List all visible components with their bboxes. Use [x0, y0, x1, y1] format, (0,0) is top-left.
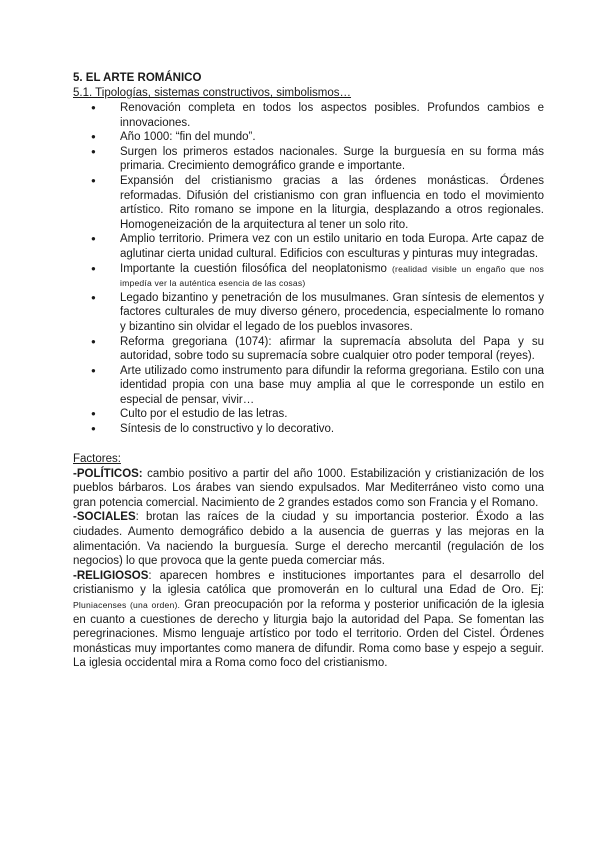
section-title: 5. EL ARTE ROMÁNICO [73, 72, 202, 84]
list-item: ● Surgen los primeros estados nacionales. Surge la burguesía en su forma más primaria. Crecimiento demográfico grande e importante. [120, 145, 544, 174]
list-item: ● Síntesis de lo constructivo y lo decorativo. [120, 422, 544, 437]
list-item-neoplatonismo [120, 262, 544, 291]
bullet-list [73, 101, 544, 437]
factor-text: : brotan las raíces de la ciudad y su importancia posterior. Éxodo a las ciudades. Aumento demográfico debido a la ausencia de guerras y las mejoras en la alimentación. Va naciendo la burguesía. Surge el derecho mercantil (regulación de los negocios) lo que provoca que la gente pueda comerciar más. [73, 511, 544, 568]
list-item: ● Arte utilizado como instrumento para difundir la reforma gregoriana. Estilo con una identidad propia con una base muy amplia al que le corresponde un estilo en especial de pensar, vivir… [120, 364, 544, 408]
factor-religiosos [73, 569, 544, 671]
list-item: ● Expansión del cristianismo gracias a las órdenes monásticas. Órdenes reformadas. Difusión del cristianismo con gran influencia en todo el movimiento artístico. Rito romano se impone en la liturgia, desplazando a otros regionales. Homogeneización de la arquitectura al tener un solo rito. [120, 174, 544, 232]
factor-label: -POLÍTICOS: [73, 467, 143, 480]
factor-note: Pluniacenses (una orden). [73, 600, 181, 610]
factor-text: : aparecen hombres e instituciones importantes para el desarrollo del cristianismo y la iglesia católica que promoverán en lo cultural una Edad de Oro. Ej: [73, 569, 544, 597]
list-item: ● Reforma gregoriana (1074): afirmar la supremacía absoluta del Papa y su autoridad, sobre todo su supremacía sobre cualquier otro poder temporal (reyes). [120, 335, 544, 364]
list-item-text: Importante la cuestión filosófica del neoplatonismo [120, 262, 387, 275]
list-item-note: (realidad visible un engaño que nos impedía ver la auténtica esencia de las cosas) [120, 263, 544, 289]
factors-heading: Factores: [73, 452, 121, 465]
factor-politicos [73, 467, 544, 511]
factor-text: cambio positivo a partir del año 1000. Estabilización y cristianización de los pueblos bárbaros. Los árabes van siendo expulsados. Mar Mediterráneo visto como una gran potencia comercial. Nacimiento de 2 grandes estados como son Francia y el Romano. [73, 467, 544, 509]
list-item: ● Legado bizantino y penetración de los musulmanes. Gran síntesis de elementos y factores culturales de muy diverso género, procedencia, especialmente lo romano y bizantino sin olvidar el legado de los pueblos invasores. [120, 291, 544, 335]
list-item: ● Año 1000: “fin del mundo”. [120, 130, 544, 145]
factor-sociales [73, 510, 544, 568]
factor-text: Gran preocupación por la reforma y posterior unificación de la iglesia en cuanto a cuestiones de derecho y liturgia bajo la autoridad del Papa. Se fomentan las peregrinaciones. Mismo lenguaje artístico por todo el territorio. Orden del Cistel. Órdenes monásticas muy importantes como manera de difundir. Roma como base y espejo a seguir. La iglesia occidental mira a Roma como foco del cristianismo. [73, 599, 544, 670]
list-item: ● Culto por el estudio de las letras. [120, 407, 544, 422]
list-item: ● Renovación completa en todos los aspectos posibles. Profundos cambios e innovaciones. [120, 101, 544, 130]
factor-label: -SOCIALES [73, 511, 136, 524]
subsection-title: 5.1. Tipologías, sistemas constructivos, simbolismos… [73, 87, 352, 99]
factor-label: -RELIGIOSOS [73, 569, 149, 582]
list-item: ● Amplio territorio. Primera vez con un estilo unitario en toda Europa. Arte capaz de aglutinar cierta unidad cultural. Edificios con esculturas y pinturas muy integradas. [120, 232, 544, 261]
